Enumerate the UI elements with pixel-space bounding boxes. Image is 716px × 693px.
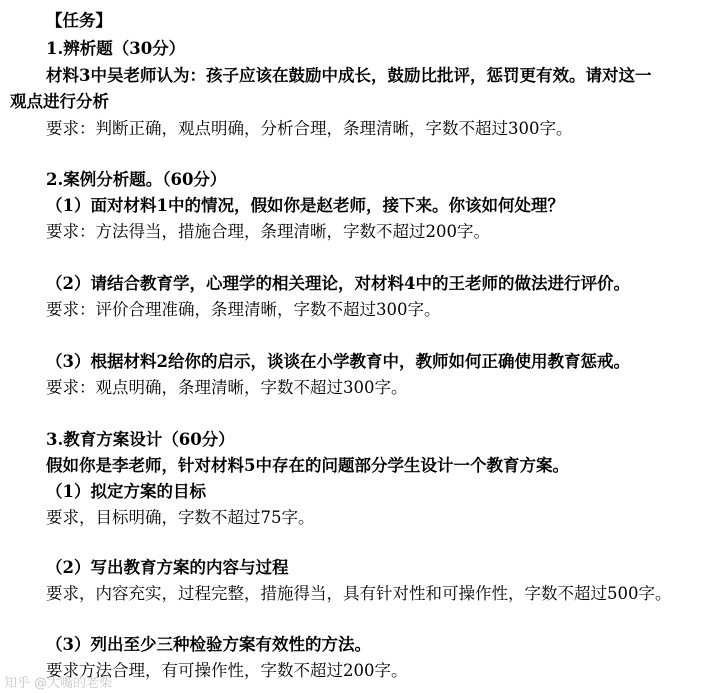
question-3-requirement-3: 要求方法合理，有可操作性，字数不超过200字。 bbox=[46, 661, 408, 680]
question-2-requirement-1: 要求：方法得当，措施合理，条理清晰，字数不超过200字。 bbox=[46, 222, 490, 241]
question-2-sub-1: （1）面对材料1中的情况，假如你是赵老师，接下来。你该如何处理？ bbox=[46, 196, 564, 215]
task-heading: 【任务】 bbox=[46, 11, 112, 30]
question-3-sub-2: （2）写出教育方案的内容与过程 bbox=[46, 558, 289, 577]
question-2-requirement-2: 要求：评价合理准确，条理清晰，字数不超过300字。 bbox=[46, 300, 441, 319]
question-2-sub-2: （2）请结合教育学，心理学的相关理论，对材料4中的王老师的做法进行评价。 bbox=[46, 274, 630, 293]
question-2-requirement-3: 要求：观点明确，条理清晰，字数不超过300字。 bbox=[46, 378, 408, 397]
question-3-requirement-2: 要求，内容充实，过程完整，措施得当，具有针对性和可操作性，字数不超过500字。 bbox=[46, 584, 672, 603]
question-1-material-line-2: 观点进行分析 bbox=[10, 92, 109, 111]
question-3-title: 3.教育方案设计（60分） bbox=[46, 430, 235, 449]
question-1-requirement: 要求：判断正确，观点明确，分析合理，条理清晰，字数不超过300字。 bbox=[46, 119, 573, 138]
question-2-sub-3: （3）根据材料2给你的启示，谈谈在小学教育中，教师如何正确使用教育惩戒。 bbox=[46, 352, 630, 371]
question-3-requirement-1: 要求，目标明确，字数不超过75字。 bbox=[46, 508, 315, 527]
question-3-sub-3: （3）列出至少三种检验方案有效性的方法。 bbox=[46, 635, 371, 654]
watermark: 知乎 @大嘴的老柴 bbox=[4, 676, 113, 691]
question-1-title: 1.辨析题（30分） bbox=[46, 39, 186, 58]
question-3-intro: 假如你是李老师，针对材料5中存在的问题部分学生设计一个教育方案。 bbox=[46, 456, 569, 475]
question-1-material-line-1: 材料3中吴老师认为：孩子应该在鼓励中成长，鼓励比批评，惩罚更有效。请对这一 bbox=[46, 66, 652, 85]
question-3-sub-1: （1）拟定方案的目标 bbox=[46, 482, 206, 501]
question-2-title: 2.案例分析题。（60分） bbox=[46, 170, 227, 189]
